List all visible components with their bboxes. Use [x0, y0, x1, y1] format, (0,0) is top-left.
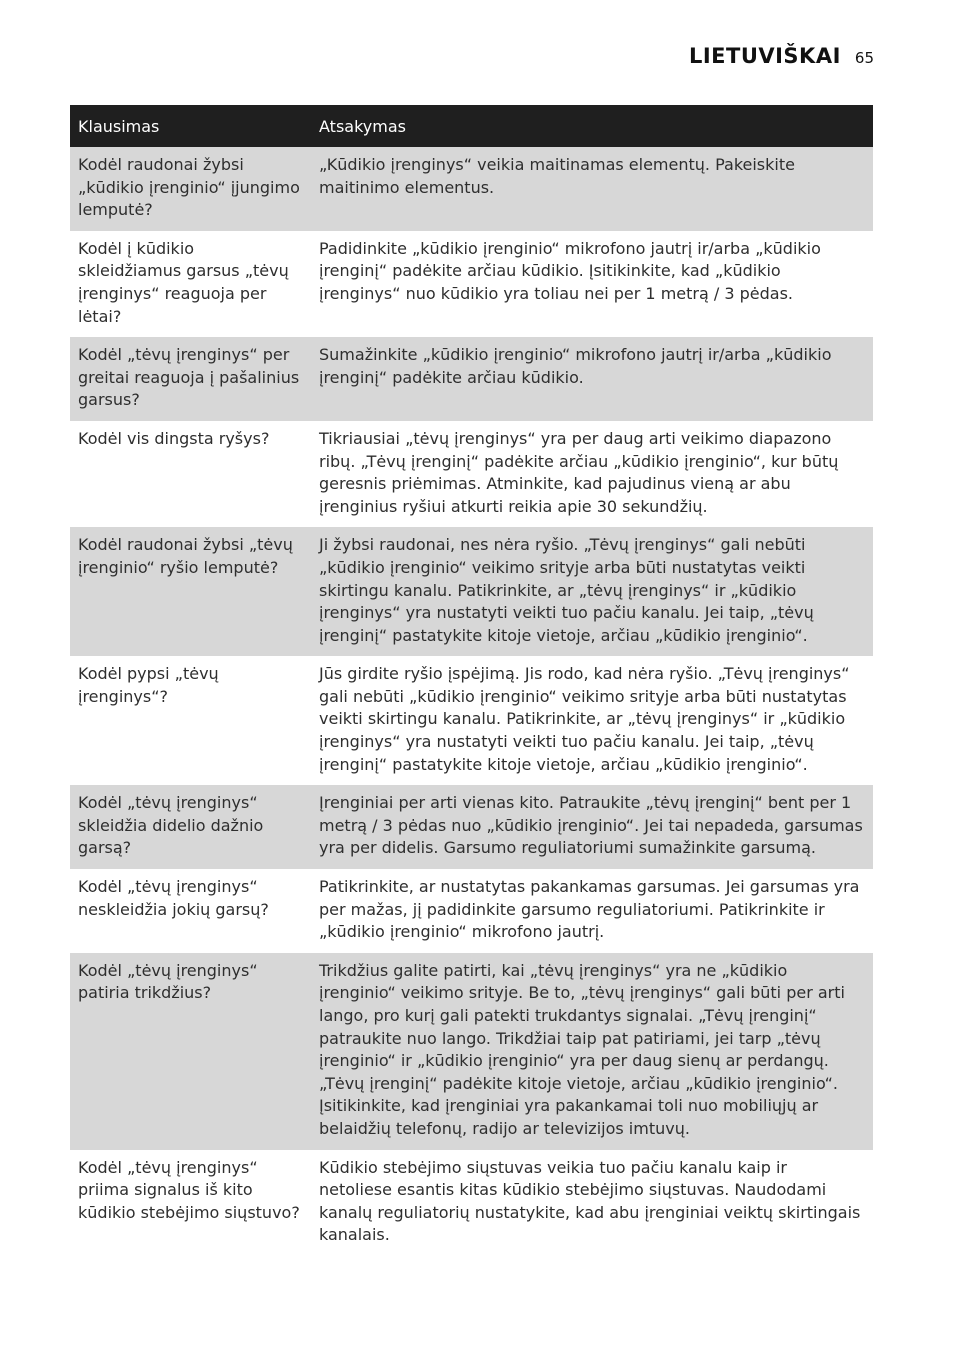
column-header-answer: Atsakymas: [311, 105, 873, 147]
question-cell: Kodėl „tėvų įrenginys“ patiria trikdžius?: [70, 953, 311, 1150]
answer-cell: Jūs girdite ryšio įspėjimą. Jis rodo, kad nėra ryšio. „Tėvų įrenginys“ gali nebūti „kūdikio įrenginio“ veikimo srityje arba būti nustatytas veikti skirtingu kanalu. Patikrinkite, ar „tėvų įrenginys“ ir „kūdikio įrenginys“ yra nustatyti veikti tuo pačiu kanalu. Jei taip, „tėvų įrenginį“ pastatykite kitoje vietoje, arčiau „kūdikio įrenginio“.: [319, 664, 850, 774]
language-title: LIETUVIŠKAI: [688, 44, 841, 68]
table-row: [70, 953, 873, 1150]
answer-cell: Tikriausiai „tėvų įrenginys“ yra per daug arti veikimo diapazono ribų. „Tėvų įrenginį“ padėkite arčiau „kūdikio įrenginio“, kur būtų geresnis priėmimas. Atminkite, kad pajudinus vieną ar abu įrenginius ryšiui atkurti reikia apie 30 sekundžių.: [319, 428, 839, 516]
table-row: [70, 656, 873, 785]
page-number: 65: [854, 49, 874, 67]
answer-cell: Trikdžius galite patirti, kai „tėvų įrenginys“ yra ne „kūdikio įrenginio“ veikimo srityje. Be to, „tėvų įrenginys“ gali būti per arti lango, pro kurį gali patekti trukdantys signalai. „Tėvų įrenginį“ patraukite nuo lango. Trikdžiai taip pat patiriami, jei tarp „tėvų įrenginio“ ir „kūdikio įrenginio“ yra per daug sienų ar perdangų. „Tėvų įrenginį“ padėkite kitoje vietoje, arčiau „kūdikio įrenginio“. Įsitikinkite, kad įrenginiai yra pakankamai toli nuo mobiliųjų ar belaidžių telefonų, radijo ar televizijos imtuvų.: [311, 953, 873, 1150]
page-header: [689, 44, 874, 68]
question-cell: Kodėl „tėvų įrenginys“ neskleidžia jokių garsų?: [78, 877, 269, 919]
answer-cell: Padidinkite „kūdikio įrenginio“ mikrofono jautrį ir/arba „kūdikio įrenginį“ padėkite arčiau kūdikio. Įsitikinkite, kad „kūdikio įrenginys“ nuo kūdikio yra toliau nei per 1 metrą / 3 pėdas.: [319, 238, 821, 303]
table-row: [70, 421, 873, 527]
question-cell: Kodėl raudonai žybsi „kūdikio įrenginio“ įjungimo lemputė?: [70, 147, 311, 231]
question-cell: Kodėl „tėvų įrenginys“ skleidžia didelio dažnio garsą?: [70, 785, 311, 869]
question-cell: Kodėl pypsi „tėvų įrenginys“?: [78, 664, 219, 706]
table-header-row: [70, 105, 873, 147]
column-header-question: Klausimas: [70, 105, 311, 147]
answer-cell: Patikrinkite, ar nustatytas pakankamas garsumas. Jei garsumas yra per mažas, jį padidinkite garsumo reguliatoriumi. Patikrinkite ir „kūdikio įrenginio“ mikrofono jautrį.: [319, 877, 860, 942]
table-row: [70, 785, 873, 869]
table-row: [70, 527, 873, 656]
question-cell: Kodėl „tėvų įrenginys“ per greitai reaguoja į pašalinius garsus?: [70, 337, 311, 421]
answer-cell: Ji žybsi raudonai, nes nėra ryšio. „Tėvų įrenginys“ gali nebūti „kūdikio įrenginio“ veikimo srityje arba būti nustatytas veikti skirtingu kanalu. Patikrinkite, ar „tėvų įrenginys“ ir „kūdikio įrenginys“ yra nustatyti veikti tuo pačiu kanalu. Jei taip, „tėvų įrenginį“ pastatykite kitoje vietoje, arčiau „kūdikio įrenginio“.: [311, 527, 873, 656]
answer-cell: Kūdikio stebėjimo siųstuvas veikia tuo pačiu kanalu kaip ir netoliese esantis kitas kūdikio stebėjimo siųstuvas. Naudodami kanalų reguliatorių nustatykite, kad abu įrenginiai veiktų skirtingais kanalais.: [319, 1157, 861, 1245]
question-cell: Kodėl raudonai žybsi „tėvų įrenginio“ ryšio lemputė?: [70, 527, 311, 656]
answer-cell: Sumažinkite „kūdikio įrenginio“ mikrofono jautrį ir/arba „kūdikio įrenginį“ padėkite arčiau kūdikio.: [311, 337, 873, 421]
table-row: [70, 337, 873, 421]
answer-cell: „Kūdikio įrenginys“ veikia maitinamas elementų. Pakeiskite maitinimo elementus.: [311, 147, 873, 231]
question-cell: Kodėl „tėvų įrenginys“ priima signalus iš kito kūdikio stebėjimo siųstuvo?: [78, 1157, 300, 1222]
question-cell: Kodėl vis dingsta ryšys?: [78, 428, 270, 448]
table-row: [70, 147, 873, 231]
answer-cell: Įrenginiai per arti vienas kito. Patraukite „tėvų įrenginį“ bent per 1 metrą / 3 pėdas nuo „kūdikio įrenginio“. Jei tai nepadeda, garsumas yra per didelis. Garsumo reguliatoriumi sumažinkite garsumą.: [311, 785, 873, 869]
question-cell: Kodėl į kūdikio skleidžiamus garsus „tėvų įrenginys“ reaguoja per lėtai?: [78, 238, 289, 326]
table-row: [70, 1150, 873, 1256]
faq-table: [70, 105, 873, 1256]
table-row: [70, 869, 873, 953]
table-row: [70, 231, 873, 337]
